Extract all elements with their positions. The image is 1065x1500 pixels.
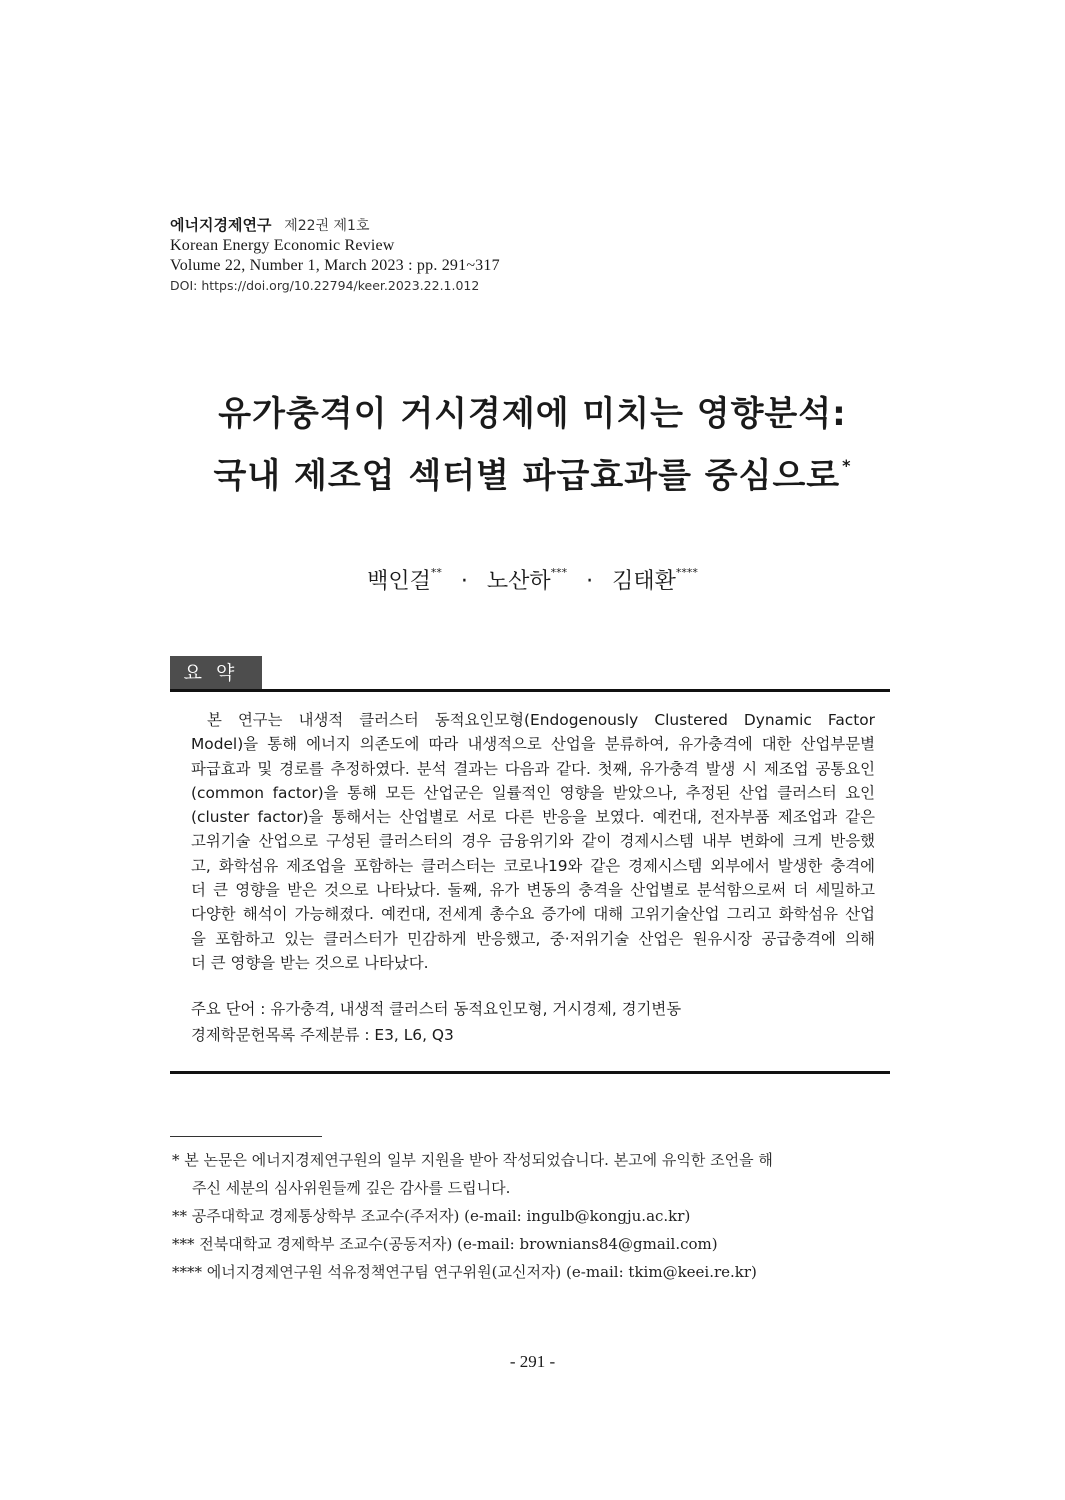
journal-header xyxy=(170,216,500,293)
issue-korean: 제22권 제1호 xyxy=(284,218,370,234)
title-line-2 xyxy=(0,448,1065,497)
author-name: 김태환 xyxy=(612,569,676,594)
abstract-line: 고, 화학섬유 제조업을 포함하는 클러스터는 코로나19와 같은 경제시스템 외부에서 발생한 충격에 xyxy=(191,856,875,875)
author-separator: · xyxy=(460,569,468,594)
abstract-line: 고위기술 산업으로 구성된 클러스터의 경우 금융위기와 같이 경제시스템 내부 변화에 크게 반응했 xyxy=(191,832,875,851)
author-separator: · xyxy=(586,569,594,594)
author-name: 노산하 xyxy=(486,569,551,594)
abstract-meta xyxy=(191,996,681,1048)
author-mark: ** xyxy=(430,566,442,579)
volume-line: Volume 22, Number 1, March 2023 : pp. 291~317 xyxy=(170,256,500,274)
abstract-top-rule xyxy=(170,689,890,692)
abstract-line: Model)을 통해 에너지 의존도에 따라 내생적으로 산업을 분류하여, 유가충격에 대한 산업부문별 xyxy=(191,735,875,754)
abstract-body xyxy=(191,708,875,975)
abstract-line: 다양한 해석이 가능해졌다. 예컨대, 전세계 총수요 증가에 대해 고위기술산업 그리고 화학섬유 산업 xyxy=(191,905,875,924)
page-number: - 291 - xyxy=(509,1352,556,1371)
footnote-author-1: ** 공주대학교 경제통상학부 조교수(주저자) (e-mail: ingulb@kongju.ac.kr) xyxy=(172,1207,691,1225)
title-line-2-text: 국내 제조업 섹터별 파급효과를 중심으로 xyxy=(213,456,841,496)
abstract-line: 파급효과 및 경로를 추정하였다. 분석 결과는 다음과 같다. 첫째, 유가충격 발생 시 제조업 공통요인 xyxy=(191,759,875,778)
title-line-1: 유가충격이 거시경제에 미치는 영향분석: xyxy=(218,394,847,434)
journal-name-english: Korean Energy Economic Review xyxy=(170,236,395,254)
abstract-heading: 요약 xyxy=(170,656,262,690)
doi: DOI: https://doi.org/10.22794/keer.2023.22.1.012 xyxy=(170,277,480,293)
author-name: 백인걸 xyxy=(367,569,431,594)
abstract-line: (cluster factor)을 통해서는 산업별로 서로 다른 반응을 보였다. 예컨대, 전자부품 제조업과 같은 xyxy=(191,808,875,827)
footnote-author-2: *** 전북대학교 경제학부 조교수(공동저자) (e-mail: brownians84@gmail.com) xyxy=(172,1235,718,1253)
journal-name-korean: 에너지경제연구 xyxy=(170,216,272,234)
journal-line xyxy=(170,216,500,236)
jel-classification: 경제학문헌목록 주제분류 : E3, L6, Q3 xyxy=(191,1026,454,1044)
abstract-line: 더 큰 영향을 받은 것으로 나타났다. 둘째, 유가 변동의 충격을 산업별로 분석함으로써 더 세밀하고 xyxy=(191,881,875,900)
author-mark: *** xyxy=(550,566,568,579)
footnote-acknowledgement-cont: 주신 세분의 심사위원들께 깊은 감사를 드립니다. xyxy=(192,1179,511,1197)
keywords: 주요 단어 : 유가충격, 내생적 클러스터 동적요인모형, 거시경제, 경기변동 xyxy=(191,1000,682,1018)
abstract-line: 더 큰 영향을 받는 것으로 나타났다. xyxy=(191,953,429,972)
footnote-rule xyxy=(170,1136,322,1137)
author-list xyxy=(0,564,1065,595)
author-mark: **** xyxy=(675,566,698,579)
footnotes xyxy=(172,1146,892,1286)
abstract-line: (common factor)을 통해 모든 산업군은 일률적인 영향을 받았으나, 추정된 산업 클러스터 요인 xyxy=(191,783,875,802)
abstract-bottom-rule xyxy=(170,1071,890,1074)
title-footnote-mark: * xyxy=(842,456,852,475)
abstract-line: 본 연구는 내생적 클러스터 동적요인모형(Endogenously Clustered Dynamic Factor xyxy=(207,711,875,729)
abstract-line: 을 포함하고 있는 클러스터가 민감하게 반응했고, 중·저위기술 산업은 원유시장 공급충격에 의해 xyxy=(191,929,875,948)
footnote-acknowledgement: * 본 논문은 에너지경제연구원의 일부 지원을 받아 작성되었습니다. 본고에 유익한 조언을 해 xyxy=(172,1151,773,1169)
footnote-author-3: **** 에너지경제연구원 석유정책연구팀 연구위원(교신저자) (e-mail: tkim@keei.re.kr) xyxy=(172,1263,757,1281)
